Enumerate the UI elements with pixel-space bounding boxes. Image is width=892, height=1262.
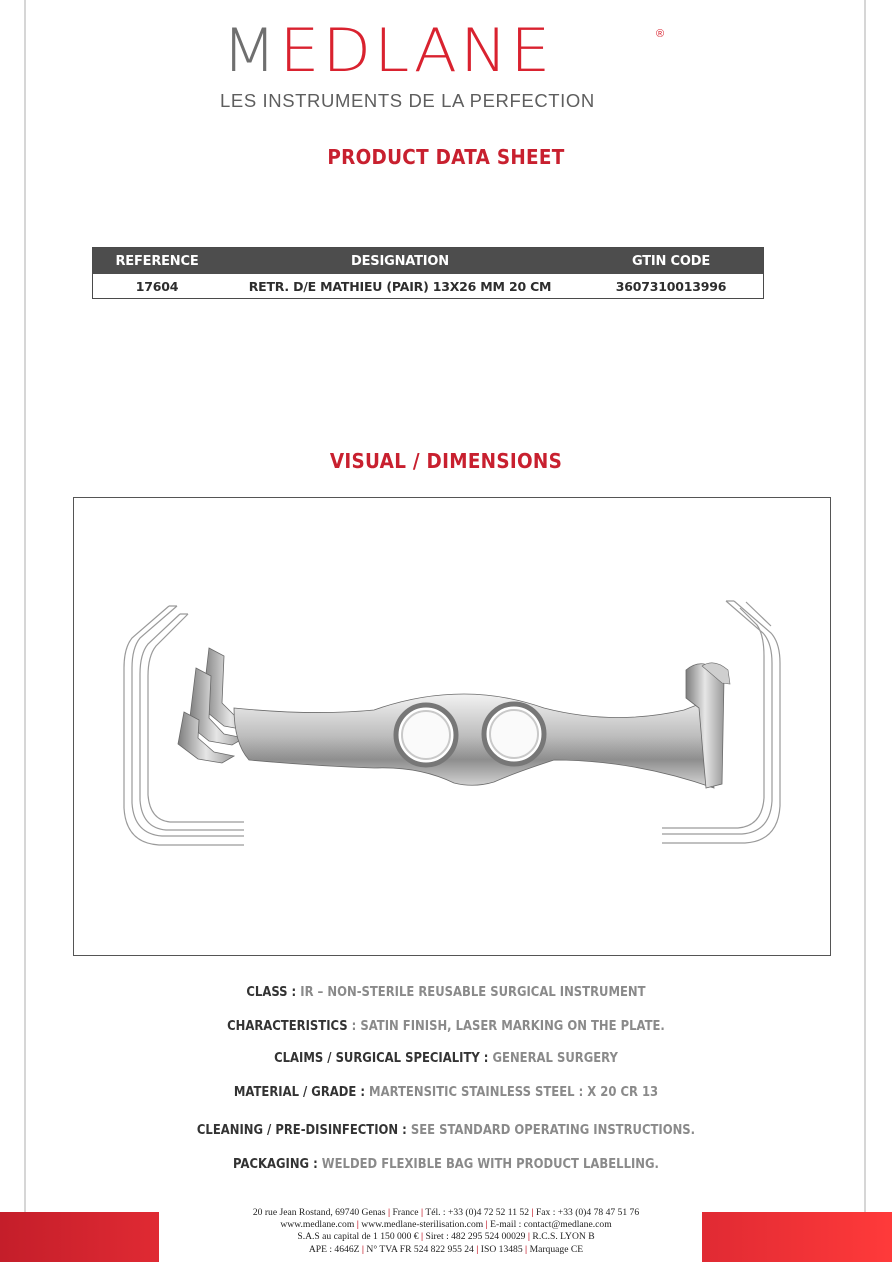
sterilisation-website-link[interactable]: www.medlane-sterilisation.com (361, 1219, 484, 1231)
product-table (92, 247, 764, 299)
spec-class: CLASS : IR – NON-STERILE REUSABLE SURGICAL INSTRUMENT (246, 984, 646, 1000)
spec-packaging: PACKAGING : WELDED FLEXIBLE BAG WITH PRODUCT LABELLING. (233, 1156, 659, 1172)
website-link[interactable]: www.medlane.com (280, 1219, 355, 1231)
product-data-sheet-title: PRODUCT DATA SHEET (327, 145, 565, 169)
tagline: LES INSTRUMENTS DE LA PERFECTION (220, 90, 595, 111)
registered-mark: ® (656, 28, 665, 40)
spec-cleaning: CLEANING / PRE-DISINFECTION : SEE STANDARD OPERATING INSTRUCTIONS. (196, 1122, 696, 1138)
cell-designation: RETR. D/E MATHIEU (PAIR) 13X26 MM 20 CM (248, 278, 552, 294)
footer-registration-line: APE : 4646Z | N° TVA FR 524 822 955 24 | ISO 13485 | Marquage CE (308, 1243, 584, 1255)
footer-web-line: www.medlane.com | www.medlane-sterilisation.com | E-mail : contact@medlane.com (280, 1219, 612, 1231)
logo-letters-edlane: EDLANE (279, 16, 554, 86)
header-gtin: GTIN CODE (631, 253, 710, 269)
cell-reference: 17604 (135, 278, 179, 294)
company-footer (0, 1207, 892, 1256)
medlane-logo (222, 16, 665, 86)
cell-gtin: 3607310013996 (615, 278, 727, 294)
right-margin-line (864, 0, 866, 1262)
product-visual-frame (73, 497, 831, 956)
header-reference: REFERENCE (115, 253, 199, 269)
retractor-photo (178, 648, 730, 788)
table-header-row (93, 248, 763, 274)
spec-material: MATERIAL / GRADE : MARTENSITIC STAINLESS STEEL : X 20 CR 13 (233, 1084, 659, 1100)
spec-claims: CLAIMS / SURGICAL SPECIALITY : GENERAL SURGERY (274, 1050, 618, 1066)
visual-dimensions-title: VISUAL / DIMENSIONS (329, 449, 563, 473)
left-margin-line (24, 0, 26, 1262)
header-designation: DESIGNATION (351, 253, 449, 269)
logo-wordmark (222, 16, 554, 86)
spec-characteristics: CHARACTERISTICS : SATIN FINISH, LASER MARKING ON THE PLATE. (227, 1018, 665, 1034)
retractor-illustration (74, 498, 830, 955)
email-link[interactable]: E-mail : contact@medlane.com (490, 1219, 612, 1231)
footer-address-line: 20 rue Jean Rostand, 69740 Genas | France | Tél. : +33 (0)4 72 52 11 52 | Fax : +33 (0)4 78 47 51 76 (252, 1207, 640, 1218)
table-row (93, 274, 763, 298)
footer-legal-line: S.A.S au capital de 1 150 000 € | Siret : 482 295 524 00029 | R.C.S. LYON B (297, 1231, 595, 1243)
logo-letter-m: M (222, 16, 280, 86)
